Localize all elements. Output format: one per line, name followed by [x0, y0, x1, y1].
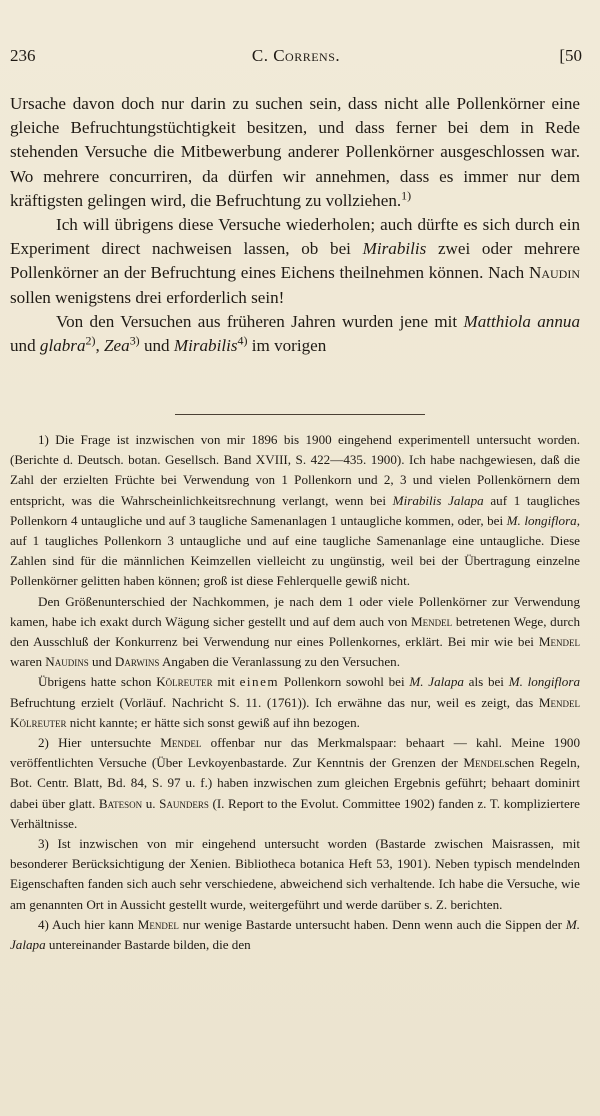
footnote-marker: 2)	[85, 333, 96, 348]
running-head: C. Correns.	[251, 46, 341, 65]
text-run: und	[10, 336, 40, 356]
footnote-marker: 1)	[401, 188, 412, 203]
text-run: waren	[10, 654, 46, 670]
author-name: Mendel	[538, 634, 580, 650]
footnote-marker: 4)	[237, 333, 248, 348]
text-run: und	[139, 336, 174, 356]
paragraph	[10, 310, 580, 358]
footnote-separator	[175, 414, 425, 415]
text-run: als bei	[463, 674, 509, 690]
text-run: nicht kannte; er hätte sich sonst gewiß auf ihn bezogen.	[66, 714, 360, 730]
text-run: Angaben die Veranlassung zu den Versuchen.	[159, 654, 400, 670]
author-name: Mendel	[137, 916, 179, 932]
footnote-4	[10, 915, 580, 955]
footnotes	[10, 430, 580, 955]
taxon-name: M. longiflora	[508, 674, 580, 690]
page-header	[10, 46, 582, 70]
author-name: Saunders	[159, 795, 209, 811]
text-run: betretenen Wege, durch den Ausschluß der Konkurrenz bei Verwendung nur eines Pollenkornes, erklärt. Bei mir wie bei	[10, 613, 580, 650]
footnote-1-continued	[10, 672, 580, 733]
taxon-name: Mirabilis	[173, 336, 238, 356]
emphasized-word: einem	[239, 674, 280, 690]
text-run: Von den Versuchen aus früheren Jahren wurden jene mit	[56, 311, 464, 331]
text-run: mit	[212, 674, 240, 690]
text-run: zwei oder mehrere Pollenkörner an der Befruchtung eines Eichens theilnehmen können. Nach	[10, 239, 580, 283]
text-run: , auf 1 taugliches Pollenkorn 3 untaugliche und auf eine taugliche Samenanlage eine untaugliche. Diese Zahlen sind für die männlichen Keimzellen vielleicht zu ungünstig, weil bei der Übertragung einzelne Pollenkörner gelitten haben können; groß ist diese Fehlerquelle gewiß nicht.	[10, 512, 580, 589]
text-run: Ich will übrigens diese Versuche wiederholen; auch dürfte es sich durch ein Experiment direct nachweisen lassen, ob bei	[10, 215, 580, 259]
taxon-name: Matthiola annua	[463, 311, 580, 331]
text-run: u.	[142, 795, 160, 811]
text-run: ,	[95, 336, 105, 356]
author-name: Kölreuter	[156, 674, 213, 690]
taxon-name: M. Jalapa	[409, 674, 464, 690]
taxon-name: Zea	[104, 336, 130, 356]
main-text	[10, 92, 580, 358]
author-name: Darwins	[114, 654, 160, 670]
text-run: 2) Hier untersuchte	[38, 735, 161, 751]
text-run: Den Größenunterschied der Nachkommen, je nach dem 1 oder viele Pollenkörner zur Verwendung kamen, habe ich exakt durch Wägung sicher gestellt und auf dem auch von	[10, 593, 580, 629]
footnote-1	[10, 430, 580, 592]
footnote-marker: 3)	[129, 333, 140, 348]
text-run: 1) Die Frage ist inzwischen von mir 1896 bis 1900 eingehend experimentell untersucht worden. (Berichte d. Deutsch. botan. Gesellsch. Band XVIII, S. 422—435. 1900). Ich habe nachgewiesen, daß die Zahl der erzielten Früchte bei Verwendung von 1 Pollenkorn und 2, 3 und vielen Pollenkörnern dem entspricht, was die Wahrscheinlichkeitsrechnung verlangt, wenn bei	[10, 432, 580, 508]
author-name: Mendel	[463, 755, 505, 771]
text-run: nur wenige Bastarde untersucht haben. Denn wenn auch die Sippen der	[178, 916, 566, 932]
text-run: 3) Ist inzwischen von mir eingehend untersucht worden (Bastarde zwischen Maisrassen, mit besonderer Berücksichtigung der Xenien. Bibliotheca botanica Heft 53, 1901). Neben typisch mendelnden Eigenschaften fanden sich auch sehr verschiedene, abweichend sich verhaltende. Ich habe die Versuche, wie am genannten Ort in Aussicht gestellt wurde, weitergeführt und werde darüber s. Z. berichten.	[10, 836, 580, 912]
text-run: offenbar nur das Merkmalspaar: behaart — kahl. Meine 1900 veröffentlichten Versuche (Über Levkoyenbastarde. Zur Kenntnis der Grenzen der	[10, 735, 580, 771]
text-run: auf 1 taugliches Pollenkorn 4 untaugliche und auf 3 taugliche Samenanlagen 1 untaugliche kommen, oder, bei	[10, 492, 580, 528]
text-run: (I. Report to the Evolut. Committee 1902) fanden z. T. kompliziertere Verhältnisse.	[10, 795, 580, 831]
footnote-2	[10, 733, 580, 834]
author-name: Mendel	[411, 613, 453, 629]
paragraph	[10, 213, 580, 310]
taxon-name: Mirabilis	[362, 239, 427, 259]
author-name: Naudins	[45, 654, 89, 670]
taxon-name: glabra	[39, 336, 86, 356]
text-run: Ursache davon doch nur darin zu suchen sein, dass nicht alle Pollenkörner eine gleiche Befruchtungstüchtigkeit besitzen, und dass ferner bei dem in Rede stehenden Versuche die Mitbewerbung anderer Pollenkörner ausgeschlossen war. Wo mehrere concurriren, da dürfen wir annehmen, dass es immer nur dem kräftigsten gelingen wird, die Befruchtung zu vollziehen.	[10, 94, 580, 210]
footnote-3	[10, 834, 580, 915]
text-run: Befruchtung erzielt (Vorläuf. Nachricht S. 11. (1761)). Ich erwähne das nur, weil es zeigt, das	[10, 694, 539, 710]
text-run: Übrigens hatte schon	[38, 674, 157, 690]
text-run: schen Regeln, Bot. Centr. Blatt, Bd. 84, S. 97 u. f.) haben inzwischen zum gleichen Ergebnis geführt; behaart dominirt dabei über glatt.	[10, 755, 581, 811]
text-run: untereinander Bastarde bilden, die den	[45, 937, 251, 953]
author-name: Mendel	[160, 735, 202, 751]
author-name: Naudin	[528, 263, 580, 283]
text-run: 4) Auch hier kann	[38, 916, 138, 932]
footnote-1-continued	[10, 592, 580, 673]
taxon-name: M. longiflora	[506, 512, 577, 528]
page-number: 236	[10, 46, 36, 65]
original-page-reference: [50	[559, 46, 582, 65]
text-run: und	[88, 654, 115, 670]
text-run: im vorigen	[247, 336, 327, 356]
author-name: Bateson	[98, 795, 143, 811]
text-run: sollen wenigstens drei erforderlich sein!	[10, 287, 285, 307]
text-run: Pollenkorn sowohl bei	[279, 674, 410, 690]
taxon-name: Mirabilis Jalapa	[392, 492, 484, 508]
author-name: Mendel Kölreuter	[10, 694, 580, 730]
taxon-name: M. Jalapa	[10, 916, 580, 953]
paragraph	[10, 92, 580, 213]
